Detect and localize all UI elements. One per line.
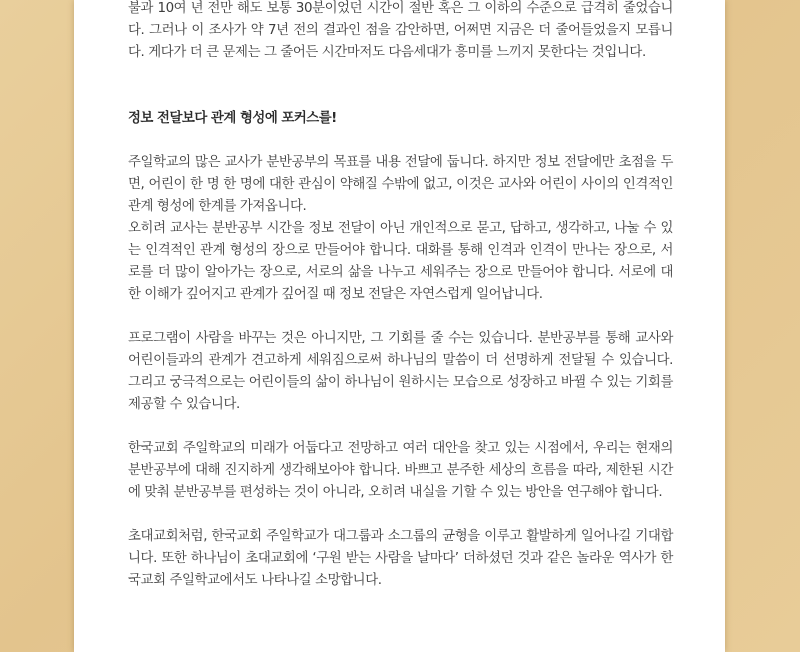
body-paragraph: 오히려 교사는 분반공부 시간을 정보 전달이 아닌 개인적으로 묻고, 답하고, 생각하고, 나눌 수 있는 인격적인 관계 형성의 장으로 만들어야 합니다. 대화를 통해 인격과 인격이 만나는 장으로, 서로를 더 많이 알아가는 장으로, 서로의 삶을 나누고 세워주는 장으로 만들어야 합니다. 서로에 대한 이해가 깊어지고 관계가 깊어질 때 정보 전달은 자연스럽게 일어납니다. (128, 221, 673, 302)
article-page (74, 0, 725, 652)
body-paragraph: 한국교회 주일학교의 미래가 어둡다고 전망하고 여러 대안을 찾고 있는 시점에서, 우리는 현재의 분반공부에 대해 진지하게 생각해보아야 합니다. 바쁘고 분주한 세상의 흐름을 따라, 제한된 시간에 맞춰 분반공부를 편성하는 것이 아니라, 오히려 내실을 기할 수 있는 방안을 연구해야 합니다. (128, 441, 673, 500)
spacer (128, 416, 673, 438)
spacer (128, 504, 673, 526)
body-paragraph: 주일학교의 많은 교사가 분반공부의 목표를 내용 전달에 둡니다. 하지만 정보 전달에만 초점을 두면, 어린이 한 명 한 명에 대한 관심이 약해질 수밖에 없고, 이것은 교사와 어린이 사이의 인격적인 관계 형성에 한계를 가져옵니다. (128, 155, 673, 214)
spacer (128, 64, 673, 108)
intro-paragraph: 불과 10여 년 전만 해도 보통 30분이었던 시간이 절반 혹은 그 이하의 수준으로 급격히 줄었습니다. 그러나 이 조사가 약 7년 전의 결과인 점을 감안하면, 어쩌면 지금은 더 줄어들었을지 모릅니다. 게다가 더 큰 문제는 그 줄어든 시간마저도 다음세대가 흥미를 느끼지 못한다는 것입니다. (128, 1, 673, 60)
spacer (128, 130, 673, 152)
spacer (128, 306, 673, 328)
section-heading: 정보 전달보다 관계 형성에 포커스를! (128, 111, 337, 126)
body-paragraph: 프로그램이 사람을 바꾸는 것은 아니지만, 그 기회를 줄 수는 있습니다. 분반공부를 통해 교사와 어린이들과의 관계가 견고하게 세워짐으로써 하나님의 말씀이 더 선명하게 전달될 수 있습니다. 그리고 궁극적으로는 어린이들의 삶이 하나님이 원하시는 모습으로 성장하고 바뀔 수 있는 기회를 제공할 수 있습니다. (128, 331, 673, 412)
article-body (128, 0, 673, 592)
body-paragraph: 초대교회처럼, 한국교회 주일학교가 대그룹과 소그룹의 균형을 이루고 활발하게 일어나길 기대합니다. 또한 하나님이 초대교회에 ‘구원 받는 사람을 날마다’ 더하셨던 것과 같은 놀라운 역사가 한국교회 주일학교에서도 나타나길 소망합니다. (128, 529, 673, 588)
